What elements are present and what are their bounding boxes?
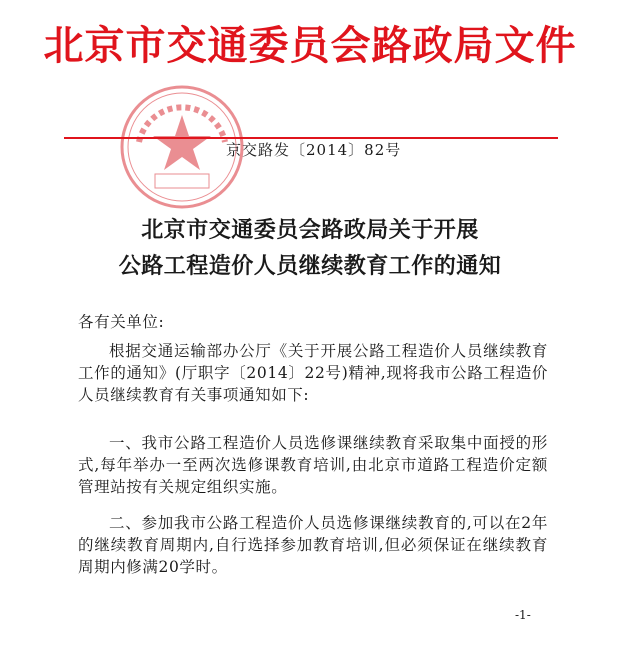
page-number: -1- xyxy=(515,608,531,622)
red-divider xyxy=(64,137,558,139)
paragraph-item-2: 二、参加我市公路工程造价人员选修课继续教育的,可以在2年的继续教育周期内,自行选择参加教育培训,但必须保证在继续教育周期内修满20学时。 xyxy=(78,514,548,576)
salutation: 各有关单位: xyxy=(78,313,165,331)
document-title-line-1: 北京市交通委员会路政局关于开展 xyxy=(141,217,479,243)
paragraph-intro: 根据交通运输部办公厅《关于开展公路工程造价人员继续教育工作的通知》(厅职字〔2014〕22号)精神,现将我市公路工程造价人员继续教育有关事项通知如下: xyxy=(78,342,548,404)
agency-header-title: 北京市交通委员会路政局文件 xyxy=(43,22,577,69)
document-number: 京交路发〔2014〕82号 xyxy=(226,141,402,159)
paragraph-item-1: 一、我市公路工程造价人员选修课继续教育采取集中面授的形式,每年举办一至两次选修课教育培训,由北京市道路工程造价定额管理站按有关规定组织实施。 xyxy=(78,434,548,496)
document-title-line-2: 公路工程造价人员继续教育工作的通知 xyxy=(118,253,502,279)
